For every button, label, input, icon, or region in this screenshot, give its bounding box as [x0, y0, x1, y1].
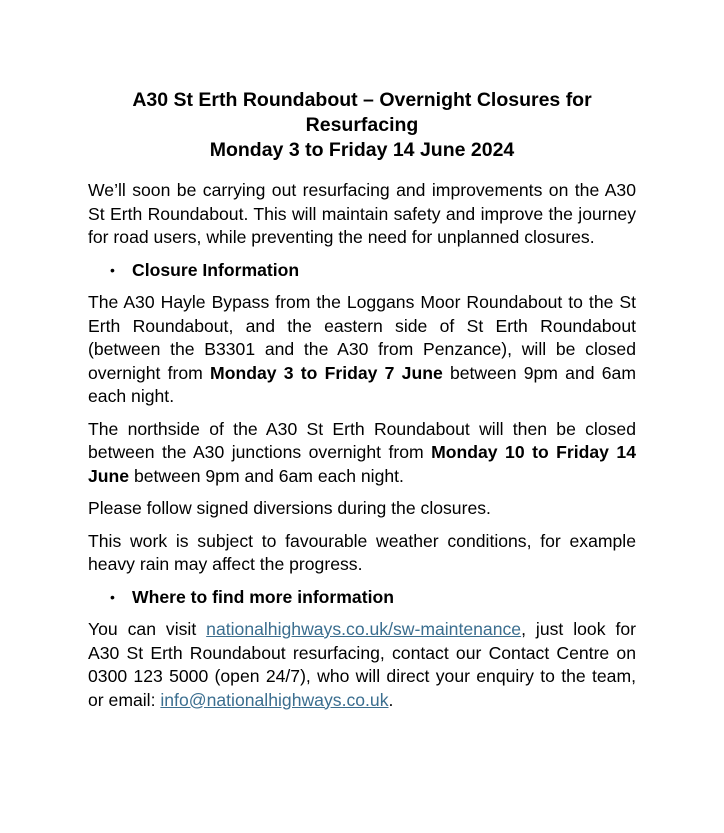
closure-info-heading [88, 259, 636, 283]
bullet-icon: • [110, 261, 115, 278]
closure-dates-2: Monday 10 to Friday 14 June [88, 442, 637, 486]
closure-paragraph-1 [88, 291, 636, 409]
more-info-heading [88, 586, 636, 610]
closure-paragraph-2-text-a: The northside of the A30 St Erth Roundabout will then be closed between the A30 junctions overnight from [88, 418, 636, 462]
closure-paragraph-1-text-a: The A30 Hayle Bypass from the Loggans Moor Roundabout to the St Erth Roundabout, and the eastern side of St Erth Roundabout (between the B3301 and the A30 from Penzance), will be closed overnight from [88, 292, 636, 383]
contact-text-c: . [388, 689, 394, 710]
title-line-1: A30 St Erth Roundabout – Overnight Closures for [132, 89, 592, 111]
closure-dates-1: Monday 3 to Friday 7 June [210, 362, 443, 383]
closure-paragraph-1-text-b: between 9pm and 6am each night. [88, 362, 636, 406]
closure-paragraph-2 [88, 418, 636, 489]
email-link[interactable]: info@nationalhighways.co.uk [160, 689, 389, 710]
weather-paragraph: This work is subject to favourable weather conditions, for example heavy rain may affect the progress. [88, 530, 636, 574]
contact-text-a: You can visit [88, 619, 207, 639]
intro-paragraph: We’ll soon be carrying out resurfacing and improvements on the A30 St Erth Roundabout. This will maintain safety and improve the journey for road users, while preventing the need for unplanned closures. [88, 180, 636, 247]
document-page [88, 88, 636, 721]
title-line-3: Monday 3 to Friday 14 June 2024 [209, 139, 515, 161]
contact-paragraph [88, 618, 636, 712]
closure-info-heading-text: Closure Information [132, 259, 300, 280]
contact-text-b: , just look for A30 St Erth Roundabout resurfacing, contact our Contact Centre on 0300 123 5000 (open 24/7), who will direct your enquiry to the team, or email: [88, 619, 636, 710]
closure-paragraph-2-text-b: between 9pm and 6am each night. [129, 465, 404, 486]
title-line-2: Resurfacing [305, 114, 419, 136]
more-info-heading-text: Where to find more information [132, 586, 394, 607]
page-title [88, 88, 636, 163]
diversions-paragraph: Please follow signed diversions during the closures. [88, 498, 491, 518]
maintenance-link[interactable]: nationalhighways.co.uk/sw-maintenance [206, 619, 522, 639]
bullet-icon: • [110, 588, 115, 605]
